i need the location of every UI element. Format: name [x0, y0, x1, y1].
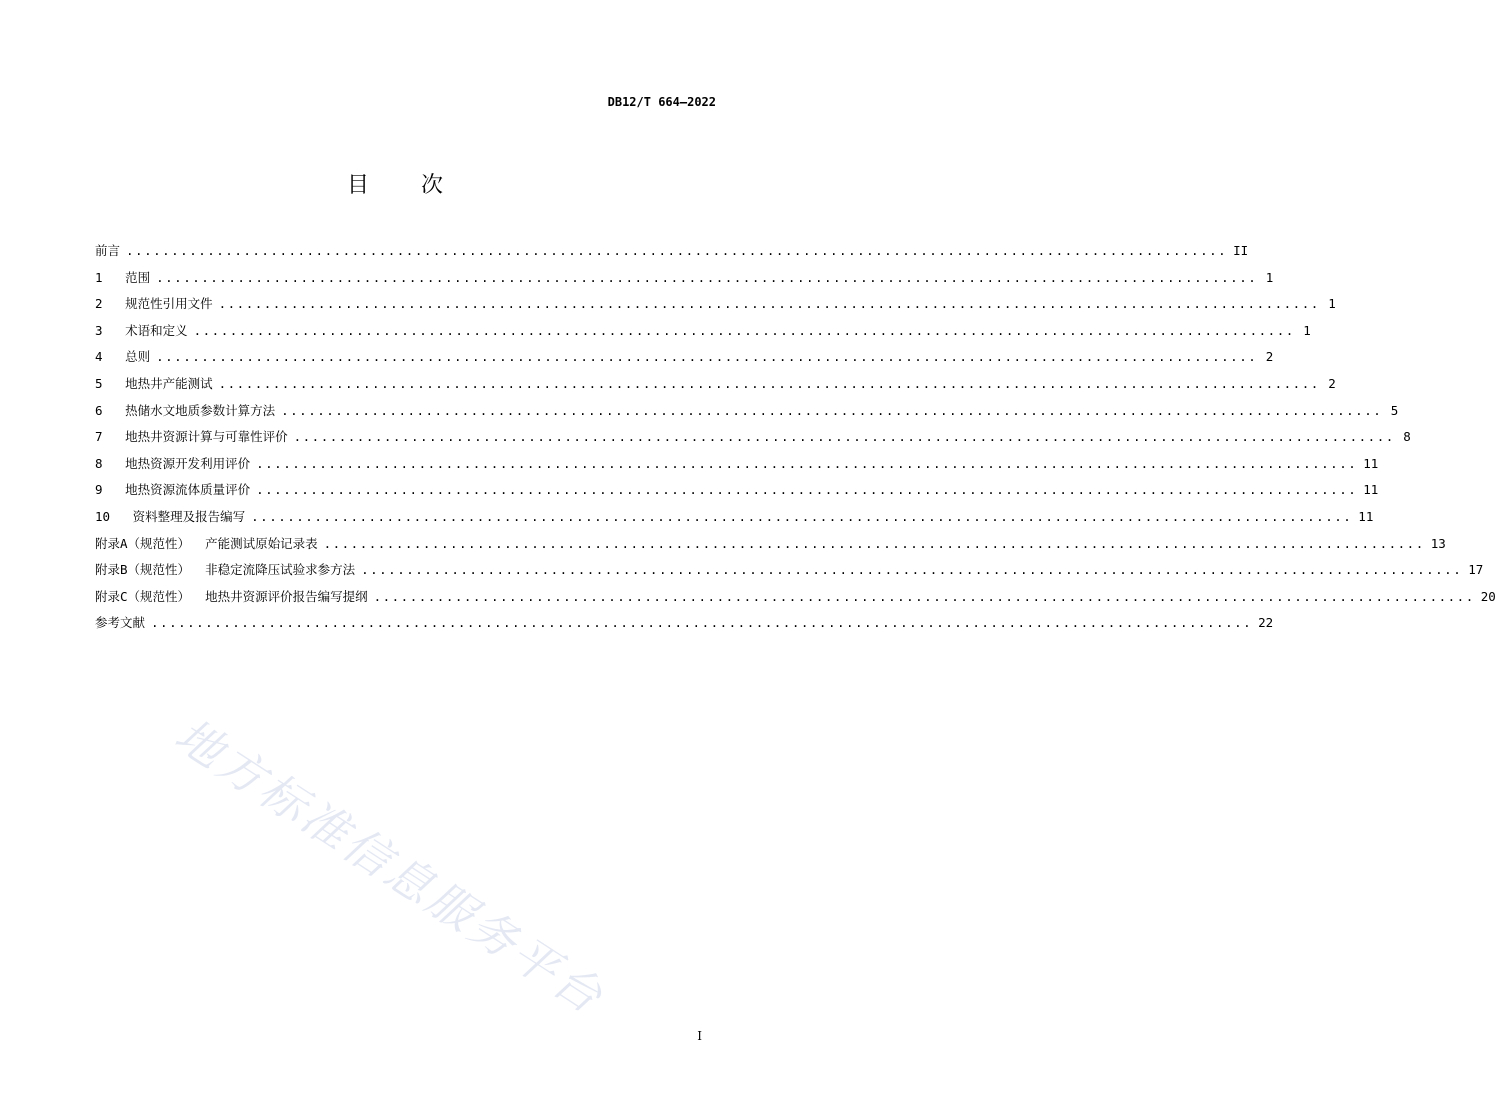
toc-label: 参考文献	[95, 615, 146, 631]
toc-label: 范围	[125, 269, 151, 285]
toc-leader-dots: ..........................................................................................................................	[256, 482, 1358, 498]
toc-number: 8	[95, 455, 103, 471]
toc-leader-dots: ..........................................................................................................................	[256, 455, 1358, 471]
toc-leader-dots: ..........................................................................................................................	[251, 508, 1353, 524]
toc-entry-5[interactable]	[95, 371, 1336, 398]
toc-page-number: 1	[1328, 296, 1336, 312]
toc-entry-foreword[interactable]	[95, 238, 1249, 265]
document-code: DB12/T 664—2022	[607, 95, 716, 109]
title-part-2: 次	[421, 173, 446, 198]
toc-label: 资料整理及报告编写	[132, 508, 246, 524]
title-part-1: 目	[346, 173, 371, 198]
toc-label: 非稳定流降压试验求参方法	[205, 562, 356, 578]
watermark: 地方标准信息服务平台	[165, 707, 615, 1026]
toc-page-number: 5	[1390, 402, 1399, 418]
toc-page-number: 1	[1265, 269, 1274, 285]
toc-leader-dots: ..........................................................................................................................	[218, 375, 1320, 391]
toc-number: 5	[95, 375, 103, 391]
toc-label: 术语和定义	[125, 322, 188, 338]
toc-leader-dots: ..........................................................................................................................	[293, 429, 1395, 445]
toc-entry-appendix-b[interactable]	[95, 557, 1484, 584]
toc-leader-dots: ..........................................................................................................................	[323, 535, 1425, 551]
toc-entry-6[interactable]	[95, 398, 1399, 425]
toc-leader-dots: ..........................................................................................................................	[156, 269, 1258, 285]
toc-entry-appendix-a[interactable]	[95, 531, 1446, 558]
toc-number: 10	[95, 508, 111, 524]
toc-page-number: 11	[1363, 482, 1379, 498]
toc-leader-dots: ..........................................................................................................................	[281, 402, 1383, 418]
toc-number: 附录C（规范性）	[95, 588, 191, 604]
toc-entry-9[interactable]	[95, 477, 1379, 504]
toc-label: 地热井资源评价报告编写提纲	[205, 588, 368, 604]
toc-entry-4[interactable]	[95, 344, 1274, 371]
toc-page-number: 8	[1403, 429, 1411, 445]
toc-page-number: 2	[1265, 349, 1274, 365]
toc-label: 总则	[125, 349, 151, 365]
toc-label: 热储水文地质参数计算方法	[125, 402, 276, 418]
page-number: I	[697, 1029, 702, 1043]
toc-entry-10[interactable]	[95, 504, 1374, 531]
toc-leader-dots: ..........................................................................................................................	[156, 349, 1258, 365]
toc-page-number: 11	[1363, 455, 1379, 471]
toc-leader-dots: ..........................................................................................................................	[218, 296, 1320, 312]
toc-label: 地热井资源计算与可靠性评价	[125, 429, 288, 445]
toc-entry-references[interactable]	[95, 610, 1274, 637]
toc-number: 附录A（规范性）	[95, 535, 191, 551]
toc-page-number: 2	[1328, 375, 1336, 391]
toc-entry-2[interactable]	[95, 291, 1336, 318]
toc-page-number: 20	[1480, 588, 1496, 604]
toc-label: 产能测试原始记录表	[205, 535, 318, 551]
toc-number: 9	[95, 482, 103, 498]
toc-page-number: II	[1233, 243, 1249, 258]
toc-number: 附录B（规范性）	[95, 562, 191, 578]
toc-leader-dots: ..........................................................................................................................	[361, 562, 1463, 578]
toc-entry-7[interactable]	[95, 424, 1411, 451]
toc-number: 4	[95, 349, 103, 365]
toc-number: 6	[95, 402, 103, 418]
toc-entry-3[interactable]	[95, 318, 1311, 345]
toc-label: 地热井产能测试	[125, 375, 213, 391]
toc-label: 地热资源流体质量评价	[125, 482, 251, 498]
toc-leader-dots: ..........................................................................................................................	[151, 615, 1253, 631]
toc-number: 7	[95, 429, 103, 445]
toc-leader-dots: ..........................................................................................................................	[373, 588, 1475, 604]
toc-entry-8[interactable]	[95, 451, 1379, 478]
toc-page-number: 22	[1258, 615, 1274, 631]
toc-leader-dots: ..........................................................................................................................	[193, 322, 1295, 338]
page-title	[0, 168, 792, 199]
toc-number: 3	[95, 322, 103, 338]
toc-leader-dots: ..........................................................................................................................	[126, 243, 1228, 258]
toc-label: 地热资源开发利用评价	[125, 455, 251, 471]
table-of-contents	[95, 238, 1496, 637]
toc-page-number: 17	[1468, 562, 1484, 578]
toc-page-number: 13	[1430, 535, 1446, 551]
toc-page-number: 1	[1303, 322, 1311, 338]
toc-page-number: 11	[1358, 508, 1374, 524]
toc-entry-1[interactable]	[95, 265, 1274, 292]
toc-number: 2	[95, 296, 103, 312]
toc-label: 前言	[95, 243, 121, 258]
toc-number: 1	[95, 269, 103, 285]
toc-entry-appendix-c[interactable]	[95, 584, 1496, 611]
toc-label: 规范性引用文件	[125, 296, 213, 312]
